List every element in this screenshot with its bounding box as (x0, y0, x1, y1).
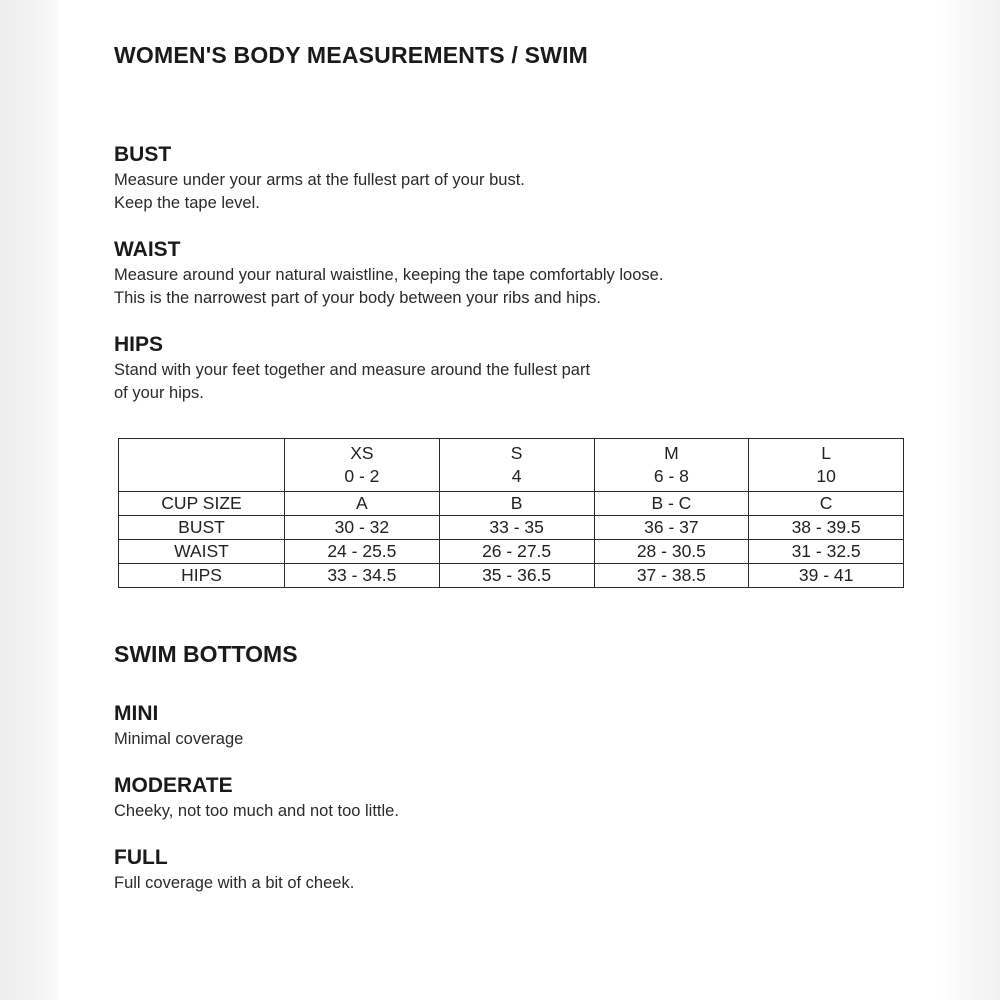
left-margin (0, 0, 58, 1000)
size-header-s (439, 439, 594, 492)
size-number: 10 (816, 466, 836, 486)
size-label: M (664, 443, 679, 463)
row-label: WAIST (119, 540, 285, 564)
table-header-row (119, 439, 904, 492)
bust-description (114, 169, 525, 215)
right-margin (940, 0, 1000, 1000)
row-label: CUP SIZE (119, 492, 285, 516)
table-cell: 38 - 39.5 (749, 516, 904, 540)
row-label: BUST (119, 516, 285, 540)
size-label: S (510, 443, 523, 463)
bust-heading: BUST (114, 143, 172, 166)
moderate-heading: MODERATE (114, 774, 233, 797)
size-header-xs (285, 439, 440, 492)
page-title: WOMEN'S BODY MEASUREMENTS / SWIM (114, 42, 589, 68)
waist-description (114, 264, 663, 310)
row-label: HIPS (119, 564, 285, 588)
table-cell: 37 - 38.5 (594, 564, 749, 588)
table-row-hips (119, 564, 904, 588)
size-number: 0 - 2 (344, 466, 380, 486)
size-label: L (821, 443, 831, 463)
waist-heading: WAIST (114, 238, 181, 261)
hips-heading: HIPS (114, 333, 164, 356)
table-row-cup-size (119, 492, 904, 516)
table-cell: A (285, 492, 440, 516)
size-chart-table (118, 438, 904, 588)
table-cell: 30 - 32 (285, 516, 440, 540)
full-description: Full coverage with a bit of cheek. (114, 874, 355, 892)
size-number: 6 - 8 (653, 466, 689, 486)
moderate-description: Cheeky, not too much and not too little. (114, 802, 399, 820)
size-number: 4 (511, 466, 522, 486)
table-cell: 28 - 30.5 (594, 540, 749, 564)
hips-description (114, 359, 590, 405)
table-cell: 36 - 37 (594, 516, 749, 540)
waist-line-2: This is the narrowest part of your body between your ribs and hips. (114, 289, 601, 307)
table-cell: B (439, 492, 594, 516)
bust-line-2: Keep the tape level. (114, 194, 260, 212)
document-page (58, 0, 940, 1000)
table-cell: 39 - 41 (749, 564, 904, 588)
table-cell: 33 - 34.5 (285, 564, 440, 588)
swim-bottoms-title: SWIM BOTTOMS (114, 641, 298, 667)
table-row-bust (119, 516, 904, 540)
mini-heading: MINI (114, 702, 159, 725)
table-cell: B - C (594, 492, 749, 516)
size-header-l (749, 439, 904, 492)
bust-line-1: Measure under your arms at the fullest part of your bust. (114, 171, 525, 189)
size-header-m (594, 439, 749, 492)
table-row-waist (119, 540, 904, 564)
hips-line-2: of your hips. (114, 384, 204, 402)
table-cell: 35 - 36.5 (439, 564, 594, 588)
mini-description: Minimal coverage (114, 730, 244, 748)
table-corner-cell (119, 439, 285, 492)
waist-line-1: Measure around your natural waistline, keeping the tape comfortably loose. (114, 266, 664, 284)
table-cell: 26 - 27.5 (439, 540, 594, 564)
hips-line-1: Stand with your feet together and measure around the fullest part (114, 361, 591, 379)
table-cell: 31 - 32.5 (749, 540, 904, 564)
full-heading: FULL (114, 846, 168, 869)
table-cell: 33 - 35 (439, 516, 594, 540)
table-cell: C (749, 492, 904, 516)
table-cell: 24 - 25.5 (285, 540, 440, 564)
size-label: XS (350, 443, 374, 463)
